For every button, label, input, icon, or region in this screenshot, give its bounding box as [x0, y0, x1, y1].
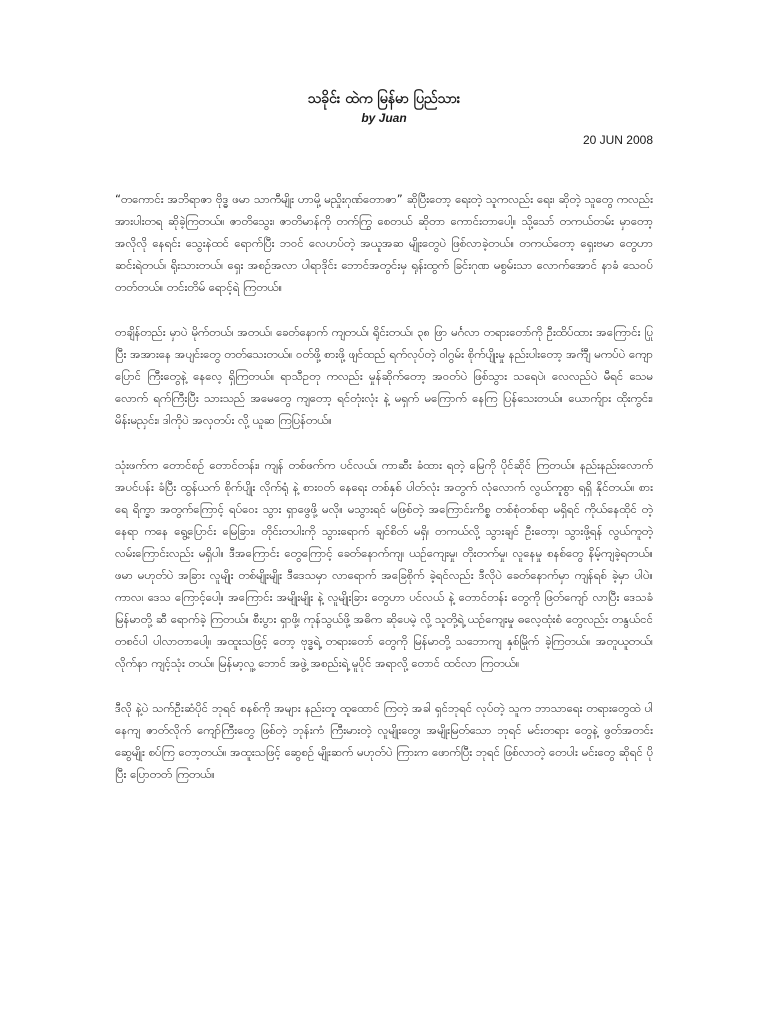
author-byline: by Juan	[361, 111, 407, 125]
paragraph: သုံးဖက်က တောင်စဉ် တောင်တန်း၊ ကျန် တစ်ဖက်က ပင်လယ်၊ ကာဆီး ခံထား ရတဲ့ မြေကို ပိုင်ဆိုင် ကြတယ်။ နည်းနည်းလောက် အပင်ပန်း ခံပြီး ထွန်ယက် စိုက်ပျိုး လိုက်ရုံ နဲ့ စားဝတ် နေရေး တစ်နှစ် ပါတ်လုံး အတွက် လုံလောက် လွယ်ကူစွာ ရရှိ နိုင်တယ်။ စားရေ ရိက္ခာ အတွက်ကြောင့် ရပ်ဝေး သွား ရှာဖွေဖို့ မလို။ မသွားရင် မဖြစ်တဲ့ အကြောင်းကိစ္စ တစ်စုံတစ်ရာ မရှိရင် ကိုယ်နေထိုင် တဲ့ နေရာ ကနေ ရွေ့ပြောင်း မြေခြား၊ တိုင်းတပါးကို သွားရောက် ချင်စိတ် မရှိ၊ တကယ်လို့ သွားချင် ဦးတော့၊ သွားဖို့ရန် လွယ်ကူတဲ့ လမ်းကြောင်းလည်း မရှိပါ။ ဒီအကြောင်း တွေကြောင့် ခေတ်နောက်ကျ၊ ယဉ်ကျေးမှု၊ တိုးတက်မှု၊ လူနေမှု စနစ်တွေ နိမ့်ကျခဲ့ရတယ်။ ဖမာ မဟုတ်ပဲ အခြား လူမျိုး တစ်မျိုးမျိုး ဒီဒေသမှာ လာရောက် အခြေစိုက် ခဲ့ရင်လည်း ဒီလိုပဲ ခေတ်နောက်မှာ ကျန်ရစ် ခဲ့မှာ ပါပဲ။ ကာလ၊ ဒေသ ကြောင့်ပေါ့။ အကြောင်း အမျိုးမျိုး နဲ့ လူမျိုးခြား တွေဟာ ပင်လယ် နဲ့ တောင်တန်း တွေကို ဖြတ်ကျော် လာပြီး ဒေသခံ မြန်မာတို့ ဆီ ရောက်ခဲ့ ကြတယ်။ စီးပွား ရှာဖို့၊ ကုန်သွယ်ဖို့ အဓိက ဆိုပေမဲ့ လို့ သူတို့ရဲ့ ယဉ်ကျေးမှု ဓလေ့ထုံးစံ တွေလည်း တနွယ်ငင် တစင်ပါ ပါလာတာပေါ့။ အထူးသဖြင့် တော့ ဗုဒ္ဓရဲ့ တရားတော် တွေကို မြန်မာတို့ သဘောကျ နှစ်မြိုက် ခဲ့ကြတယ်။ အတူယူတယ်၊ လိုက်နာ ကျင့်သုံး တယ်။ မြန်မာ့လူ့ ဘောင် အဖွဲ့ အစည်းရဲ့ မူပိုင် အရာလို့ တောင် ထင်လာ ကြတယ်။	[115, 458, 653, 670]
paragraph: ဒီလို နဲ့ပဲ သက်ဦးဆံပိုင် ဘုရင် စနစ်ကို အများ နည်းတူ ထူထောင် ကြတဲ့ အခါ ရှင်ဘုရင် လုပ်တဲ့ သူက ဘာသာရေး တရားတွေထဲ ပါနေကျ ဇာတ်လိုက် ကျော်ကြီးတွေ ဖြစ်တဲ့ ဘုန်းကံ ကြီးမားတဲ့ လူမျိုးတွေ၊ အမျိုးမြတ်သော ဘုရင် မင်းတရား တွေနဲ့ ဖွတ်အတင်း ဆွေမျိုး စပ်ကြ တော့တယ်။ အထူးသဖြင့် ဆွေစဉ် မျိုးဆက် မဟုတ်ပဲ ကြားက ဖောက်ပြီး ဘုရင် ဖြစ်လာတဲ့ တေပါး မင်းတွေ ဆိုရင် ပိုပြီး ပြောတတ် ကြတယ်။	[115, 701, 653, 781]
paragraph: တချိန်တည်း မှာပဲ မိုက်တယ်၊ အတယ်၊ ခေတ်နောက် ကျတယ်၊ ရိုင်းတယ်၊ ၃၈ ဖြာ မင်္ဂလာ တရားတော်ကို ဦးထိပ်ထား အကြောင်း ပြုပြီး အအားနေ အပျင်းတွေ တတ်သေးတယ်။ ဝတ်ဖို့ စားဖို့ ဖျင်ထည် ရက်လုပ်တဲ့ ဝါဂွမ်း စိုက်ပျိုးမှု နည်းပါးတော့ အင်္ကျီ မကပ်ပဲ ကျောပြောင် ကြီးတွေနဲ့ နေလေ့ ရှိကြတယ်။ ရာသီဥတု ကလည်း မှုန်ဆိုက်တော့ အဝတ်ပဲ ဖြစ်သွား သရေပဲ၊ လေလည်ပဲ မီရင် သေမလောက် ရက်ကြီးပြီး သားသည် အမေတွေ ကျတော့ ရင်တုံးလုံး နဲ့ မရှက် မကြောက် နေကြ ပြန်သေးတယ်။ ယောက်ျား ထိုးကွင်း၊ မိန်းမညှင်း၊ ဒါကိုပဲ အလှတပ်း လို့ ယူဆ ကြပြန်တယ်။	[115, 325, 653, 427]
document-body	[115, 188, 653, 785]
document-title: သခိုင်း ထဲက မြန်မာ ပြည်သား	[307, 91, 461, 107]
publish-date: 20 JUN 2008	[582, 133, 653, 147]
paragraph: “တကောင်း အဘိရာဇာ ဗိုဒ္ဓ ဖမာ သာကီမျိုး ဟာမို့ မညှိုးဂုဏ်တောဇာ” ဆိုပြီးတော့ ရေးတဲ့ သူကလည်း ရေး၊ ဆိုတဲ့ သူတွေ ကလည်း အားပါးတရ ဆိုခဲ့ကြတယ်။ ဇာတိသွေး၊ ဇာတိမာန်ကို တက်ကြွ စေတယ် ဆိုတာ ကောင်းတာပေါ့။ သို့သော် တကယ်တမ်း မှာတော့ အလိုလို နေရင်း သွေးနဲထင် ရောက်ပြီး ဘဝင် လေဟပ်တဲ့ အယူအဆ မျိုးတွေပဲ ဖြစ်လာခဲ့တယ်။ တကယ်တော့ ရှေးဗမာ တွေဟာ ဆင်းရဲတယ်၊ ရိုးသားတယ်၊ ရှေး အစဉ်အလာ ပါရာဒိုင်း ဘောင်အတွင်းမှ ရုန်းထွက် ခြင်းဂုဏ မစွမ်းသာ လောက်အောင် နာခံ သေဝပ် တတ်တယ်။ တင်းတိမ် ရောင့်ရဲ ကြတယ်။	[115, 192, 653, 294]
